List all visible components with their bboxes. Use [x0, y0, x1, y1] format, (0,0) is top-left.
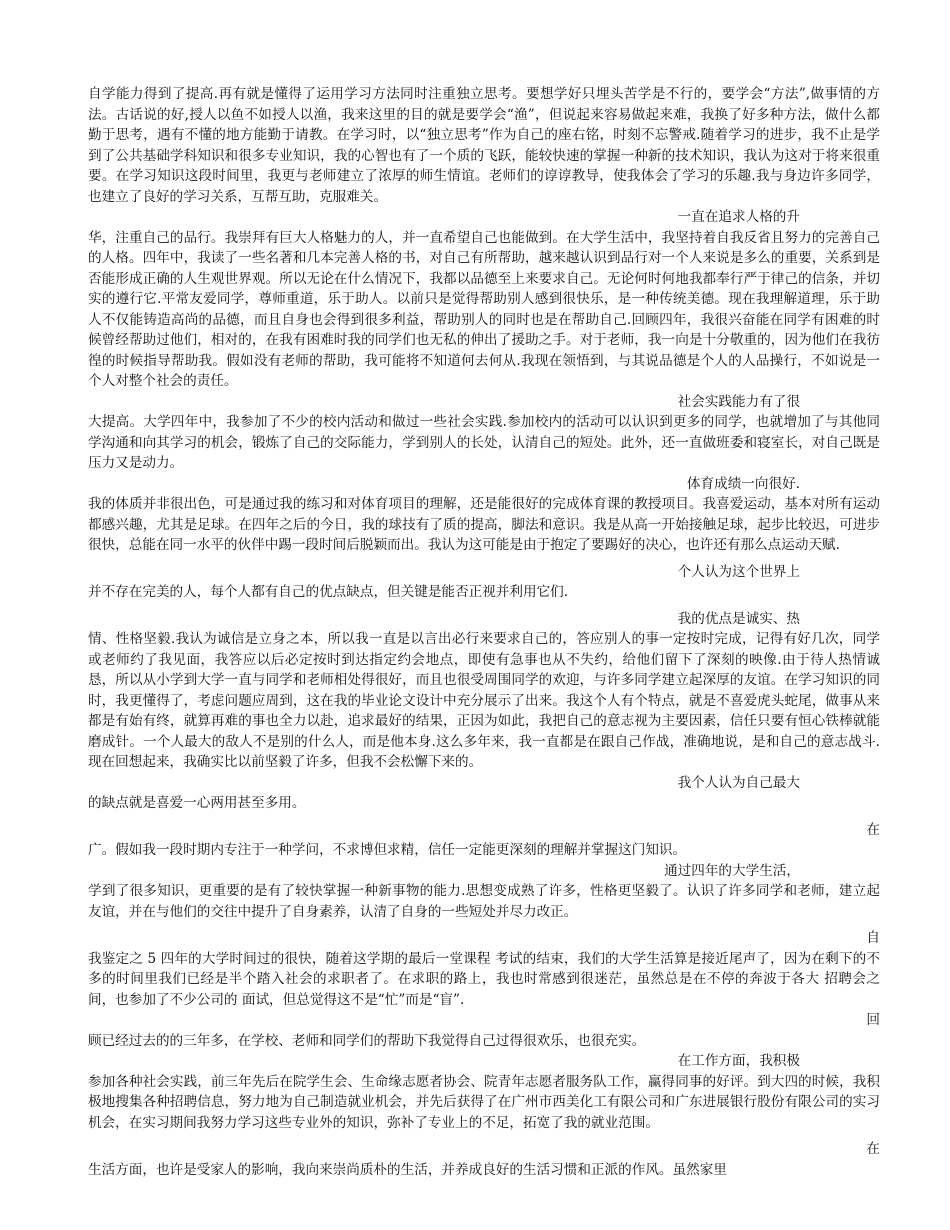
- paragraph-imperfect-lead: 个人认为这个世界上: [677, 563, 800, 580]
- paragraph-work-lead: 在工作方面，我积极: [677, 1053, 800, 1069]
- paragraph-weakness: 的缺点就是喜爱一心两用甚至多用。: [88, 795, 306, 811]
- document-body: [88, 84, 880, 1180]
- paragraph-strengths: 情、性格坚毅.我认为诚信是立身之本，所以我一直是以言出必行来要求自己的，答应别人的事一定按时完成，记得有好几次，同学或老师约了我见面，我答应以后必定按时到达指定约会地点，即使有急事也从不失约，给他们留下了深刻的映像.由于待人热情诚恳，所以从小学到大学一直与同学和老师相处得很好，而且也很受周围同学的欢迎，与许多同学建立起深厚的友谊。在学习知识的同时，我更懂得了，考虑问题应周到，这在我的毕业论文设计中充分展示了出来。我这个人有个特点，就是不喜爱虎头蛇尾，做事从来都是有始有终，就算再难的事也全力以赴，追求最好的结果，正因为如此，我把自己的意志视为主要因素，信任只要有恒心铁棒就能磨成针。一个人最大的敌人不是别的什么人，而是他本身.这么多年来，我一直都是在跟自己作战，准确地说，是和自己的意志战斗.现在回想起来，我确实比以前坚毅了许多，但我不会松懈下来的。: [88, 631, 880, 770]
- paragraph-practice-lead: 社会实践能力有了很: [677, 393, 800, 410]
- paragraph-summary: 学到了很多知识，更重要的是有了较快掌握一种新事物的能力.思想变成熟了许多，性格更坚毅了。认识了许多同学和老师，建立起友谊，并在与他们的交往中提升了自身素养，认清了自身的一些短处并尽力改正。: [88, 883, 880, 920]
- paragraph-character-lead: 一直在追求人格的升: [677, 209, 800, 225]
- paragraph-sports-lead: 体育成绩一向很好.: [686, 475, 800, 492]
- paragraph-weakness-lead: 我个人认为自己最大: [677, 774, 800, 791]
- paragraph-strengths-lead: 我的优点是诚实、热: [677, 610, 800, 627]
- paragraph-summary-lead: 通过四年的大学生活，: [664, 862, 800, 879]
- paragraph-self-appraisal-lead: 自: [866, 930, 880, 946]
- paragraph-self-appraisal: 我鉴定之 5 四年的大学时间过的很快，随着这学期的最后一堂课程 考试的结束，我们的大学生活算是接近尾声了，因为在剩下的不多的时间里我们已经是半个踏入社会的求职者了。在求职的路上，我也时常感到很迷茫，虽然总是在不停的奔波于各大 招聘会之间，也参加了不少公司的 面试，但总觉得这不是“忙”而是“盲”.: [88, 950, 880, 1008]
- paragraph-focus: 广。假如我一段时期内专注于一种学问，不求博但求精，信任一定能更深刻的理解并掌握这门知识。: [88, 842, 687, 858]
- paragraph-character: 华，注重自己的品行。我崇拜有巨大人格魅力的人，并一直希望自己也能做到。在大学生活中，我坚持着自我反省且努力的完善自己的人格。四年中，我读了一些名著和几本完善人格的书，对自己有所帮助，越来越认识到品行对一个人来说是多么的重要，关系到是否能形成正确的人生观世界观。所以无论在什么情况下，我都以品德至上来要求自己。无论何时何地我都奉行严于律己的信条，并切实的遵行它.平常友爱同学，尊师重道，乐于助人。以前只是觉得帮助别人感到很快乐，是一种传统美德。现在我理解道理，乐于助人不仅能铸造高尚的品德，而且自身也会得到很多利益，帮助别人的同时也是在帮助自己.回顾四年，我很兴奋能在同学有困难的时候曾经帮助过他们，相对的，在我有困难时我的同学们也无私的伸出了援助之手。对于老师，我一向是十分敬重的，因为他们在我彷徨的时候指导帮助我。假如没有老师的帮助，我可能将不知道何去何从.我现在领悟到，与其说品德是个人的人品操行，不如说是一个人对整个社会的责任。: [88, 229, 880, 389]
- paragraph-study: 自学能力得到了提高.再有就是懂得了运用学习方法同时注重独立思考。要想学好只埋头苦学是不行的，要学会“方法”,做事情的方法。古话说的好,授人以鱼不如授人以渔，我来这里的目的就是要学会“渔”，但说起来容易做起来难，我换了好多种方法，做什么都勤于思考，遇有不懂的地方能勤于请教。在学习时，以“独立思考”作为自己的座右铭，时刻不忘警戒.随着学习的进步，我不止是学到了公共基础学科知识和很多专业知识，我的心智也有了一个质的飞跃，能较快速的掌握一种新的技术知识，我认为这对于将来很重要。在学习知识这段时间里，我更与老师建立了浓厚的师生情谊。老师们的谆谆教导，使我体会了学习的乐趣.我与身边许多同学，也建立了良好的学习关系，互帮互助，克服难关。: [88, 86, 880, 205]
- paragraph-life: 生活方面，也许是受家人的影响，我向来崇尚质朴的生活，并养成良好的生活习惯和正派的作风。虽然家里: [88, 1161, 727, 1178]
- paragraph-review-lead: 回: [866, 1012, 880, 1028]
- paragraph-life-lead: 在: [866, 1141, 880, 1157]
- paragraph-focus-lead: 在: [866, 821, 880, 838]
- paragraph-practice: 大提高。大学四年中，我参加了不少的校内活动和做过一些社会实践.参加校内的活动可以认识到更多的同学，也就增加了与其他同学沟通和向其学习的机会，锻炼了自己的交际能力，学到别人的长处，认清自己的短处。此外，还一直做班委和寝室长，对自己既是压力又是动力。: [88, 414, 880, 471]
- paragraph-imperfect: 并不存在完美的人，每个人都有自己的优点缺点，但关键是能否正视并利用它们.: [88, 584, 569, 600]
- paragraph-work: 参加各种社会实践，前三年先后在院学生会、生命缘志愿者协会、院青年志愿者服务队工作，赢得同事的好评。到大四的时候，我积极地搜集各种招聘信息，努力地为自己制造就业机会，并先后获得了在广州市西美化工有限公司和广东进展银行股份有限公司的实习机会，在实习期间我努力学习这些专业外的知识，弥补了专业上的不足，拓宽了我的就业范围。: [88, 1073, 880, 1131]
- paragraph-review: 顾已经过去的的三年多，在学校、老师和同学们的帮助下我觉得自己过得很欢乐，也很充实。: [88, 1032, 646, 1049]
- paragraph-sports: 我的体质并非很出色，可是通过我的练习和对体育项目的理解，还是能很好的完成体育课的教授项目。我喜爱运动，基本对所有运动都感兴趣，尤其是足球。在四年之后的今日，我的球技有了质的提高，脚法和意识。我是从高一开始接触足球，起步比较迟，可进步很快，总能在同一水平的伙伴中踢一段时间后脱颖而出。我认为这可能是由于抱定了要踢好的决心，也许还有那么点运动天赋.: [88, 496, 880, 553]
